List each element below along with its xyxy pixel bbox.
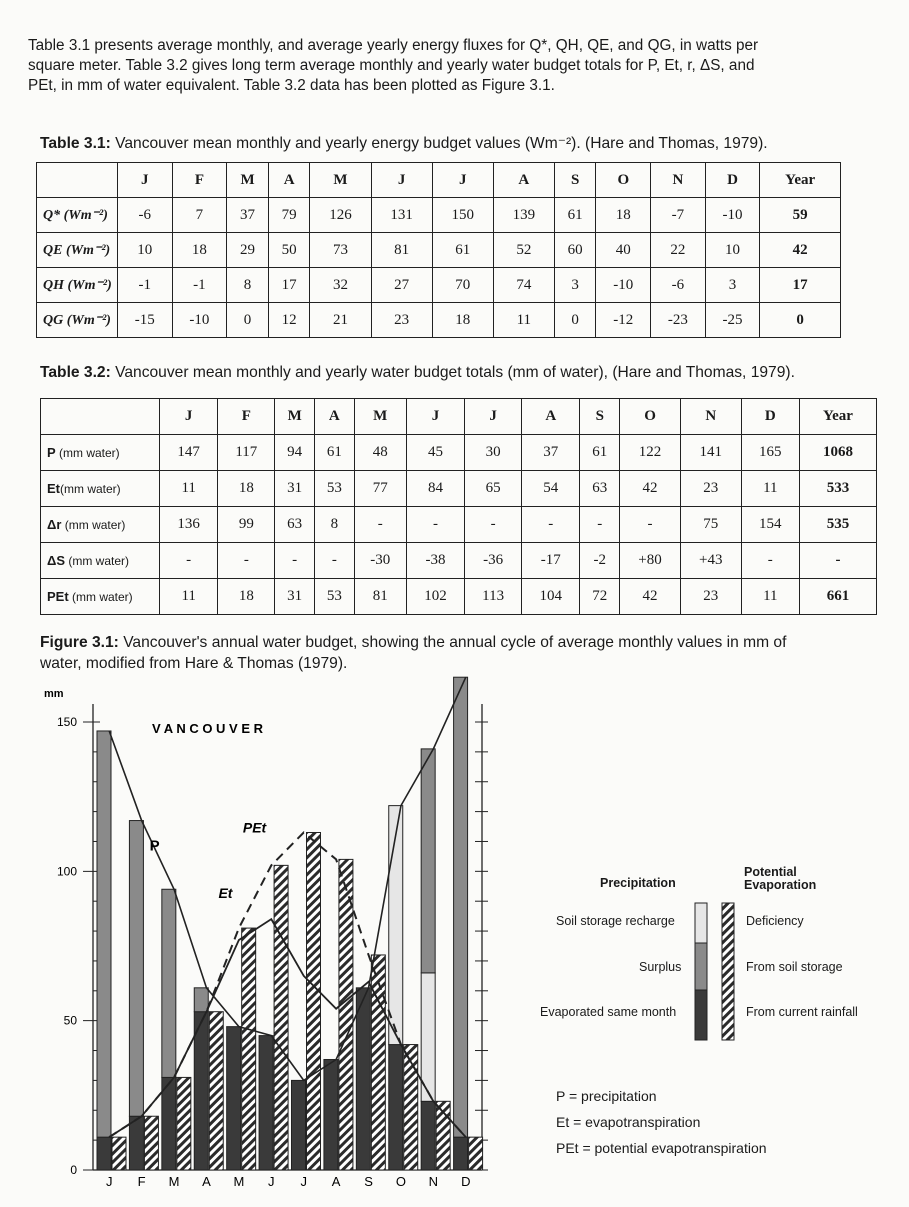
row-name: PEt bbox=[47, 589, 69, 604]
cell: 154 bbox=[741, 507, 799, 543]
legend-pet-title-1: Potential bbox=[744, 865, 797, 879]
intro-line-3: PEt, in mm of water equivalent. Table 3.2 data has been plotted as Figure 3.1. bbox=[28, 77, 555, 94]
key-pet: PEt = potential evapotranspiration bbox=[556, 1140, 767, 1156]
annotation-p: P bbox=[149, 837, 160, 855]
bar-surplus bbox=[454, 677, 468, 1137]
y-axis-label: mm bbox=[44, 688, 64, 700]
cell: 23 bbox=[680, 579, 741, 615]
cell: 141 bbox=[680, 435, 741, 471]
cell-year: 533 bbox=[799, 471, 876, 507]
cell: 113 bbox=[465, 579, 522, 615]
cell: 11 bbox=[160, 471, 218, 507]
bar-evaporated-same-month bbox=[324, 1059, 338, 1170]
bar-evaporated-same-month bbox=[194, 1012, 208, 1170]
table2-header: A bbox=[315, 399, 355, 435]
cell: 3 bbox=[554, 268, 596, 303]
row-unit: (mm water) bbox=[65, 554, 130, 568]
bar-pet bbox=[242, 928, 256, 1170]
cell: -1 bbox=[172, 268, 227, 303]
cell: 53 bbox=[315, 471, 355, 507]
symbol-key bbox=[556, 1083, 767, 1161]
cell: - bbox=[465, 507, 522, 543]
legend-surplus: Surplus bbox=[639, 960, 682, 974]
cell: -23 bbox=[651, 303, 706, 338]
cell: -6 bbox=[118, 198, 173, 233]
cell: 63 bbox=[275, 507, 315, 543]
table1-header: Year bbox=[760, 163, 841, 198]
cell-year: 0 bbox=[760, 303, 841, 338]
cell: 10 bbox=[118, 233, 173, 268]
cell: 72 bbox=[580, 579, 620, 615]
bar-surplus bbox=[97, 731, 111, 1137]
cell: 3 bbox=[705, 268, 760, 303]
bar-soil-recharge bbox=[389, 806, 403, 1045]
cell: 18 bbox=[218, 471, 275, 507]
table2-header: N bbox=[680, 399, 741, 435]
cell: - bbox=[160, 543, 218, 579]
legend-pet-title-2: Evaporation bbox=[744, 878, 817, 892]
cell: 65 bbox=[465, 471, 522, 507]
cell: 61 bbox=[432, 233, 493, 268]
cell: 122 bbox=[620, 435, 681, 471]
x-tick-label: O bbox=[395, 1174, 407, 1189]
cell: 10 bbox=[705, 233, 760, 268]
cell: 37 bbox=[522, 435, 580, 471]
cell: 23 bbox=[371, 303, 432, 338]
cell: 29 bbox=[227, 233, 269, 268]
x-tick-label: F bbox=[137, 1174, 146, 1189]
y-tick-label: 150 bbox=[56, 715, 77, 729]
cell: 147 bbox=[160, 435, 218, 471]
cell: -7 bbox=[651, 198, 706, 233]
x-tick-label: A bbox=[202, 1174, 211, 1189]
cell: - bbox=[315, 543, 355, 579]
cell: 17 bbox=[268, 268, 310, 303]
cell: 126 bbox=[310, 198, 371, 233]
bar-evaporated-same-month bbox=[421, 1101, 435, 1170]
cell: 54 bbox=[522, 471, 580, 507]
bar-evaporated-same-month bbox=[227, 1027, 241, 1170]
row-label: QG (Wm⁻²) bbox=[37, 303, 118, 338]
cell: -2 bbox=[580, 543, 620, 579]
x-tick-label: A bbox=[331, 1174, 341, 1189]
legend-swatch-pet bbox=[722, 903, 734, 1040]
cell: - bbox=[354, 507, 406, 543]
cell: 7 bbox=[172, 198, 227, 233]
x-tick-label: J bbox=[268, 1174, 275, 1189]
bar-surplus bbox=[194, 988, 208, 1012]
x-tick-label: M bbox=[233, 1174, 245, 1189]
bar-pet bbox=[112, 1137, 126, 1170]
cell: 31 bbox=[275, 579, 315, 615]
legend-soil-recharge: Soil storage recharge bbox=[556, 914, 675, 928]
cell: 52 bbox=[493, 233, 554, 268]
cell: 60 bbox=[554, 233, 596, 268]
cell: 84 bbox=[406, 471, 464, 507]
cell: 0 bbox=[227, 303, 269, 338]
bar-surplus bbox=[421, 749, 435, 973]
cell: 18 bbox=[218, 579, 275, 615]
cell: 74 bbox=[493, 268, 554, 303]
cell: 0 bbox=[554, 303, 596, 338]
cell: -17 bbox=[522, 543, 580, 579]
annotation-pet: PEt bbox=[242, 819, 267, 836]
bar-pet bbox=[469, 1137, 483, 1170]
legend-pet-title bbox=[744, 866, 816, 892]
bar-evaporated-same-month bbox=[162, 1077, 176, 1170]
table1-header: A bbox=[268, 163, 310, 198]
cell-year: 661 bbox=[799, 579, 876, 615]
cell: 8 bbox=[315, 507, 355, 543]
bar-pet bbox=[307, 833, 321, 1170]
legend-from-rain: From current rainfall bbox=[746, 1005, 858, 1019]
row-name: Δr bbox=[47, 517, 62, 532]
row-unit: (mm water) bbox=[68, 590, 133, 604]
table2-header: J bbox=[160, 399, 218, 435]
cell: 21 bbox=[310, 303, 371, 338]
y-tick-label: 0 bbox=[70, 1163, 77, 1177]
bar-evaporated-same-month bbox=[356, 988, 370, 1170]
cell: 102 bbox=[406, 579, 464, 615]
bar-surplus bbox=[129, 821, 143, 1117]
cell: 11 bbox=[741, 579, 799, 615]
cell: 45 bbox=[406, 435, 464, 471]
bar-evaporated-same-month bbox=[292, 1080, 306, 1170]
row-unit: (mm water) bbox=[61, 518, 126, 532]
legend-from-soil: From soil storage bbox=[746, 960, 843, 974]
cell: 53 bbox=[315, 579, 355, 615]
table2-header: S bbox=[580, 399, 620, 435]
cell: 22 bbox=[651, 233, 706, 268]
row-name: Et bbox=[47, 481, 60, 496]
cell-year: 1068 bbox=[799, 435, 876, 471]
row-label: Q* (Wm⁻²) bbox=[37, 198, 118, 233]
cell: -10 bbox=[705, 198, 760, 233]
cell: 73 bbox=[310, 233, 371, 268]
cell: 11 bbox=[160, 579, 218, 615]
bar-pet bbox=[177, 1077, 191, 1170]
table1-header: J bbox=[371, 163, 432, 198]
table2-header: Year bbox=[799, 399, 876, 435]
row-unit: (mm water) bbox=[60, 482, 121, 496]
cell: 27 bbox=[371, 268, 432, 303]
table2-header: F bbox=[218, 399, 275, 435]
cell: 11 bbox=[493, 303, 554, 338]
cell: 136 bbox=[160, 507, 218, 543]
cell: 139 bbox=[493, 198, 554, 233]
cell: -25 bbox=[705, 303, 760, 338]
row-label: QE (Wm⁻²) bbox=[37, 233, 118, 268]
cell: 23 bbox=[680, 471, 741, 507]
cell: - bbox=[580, 507, 620, 543]
row-name: P bbox=[47, 445, 56, 460]
x-tick-label: D bbox=[461, 1174, 471, 1189]
cell: - bbox=[741, 543, 799, 579]
cell: 18 bbox=[596, 198, 651, 233]
cell: -36 bbox=[465, 543, 522, 579]
cell: 94 bbox=[275, 435, 315, 471]
cell: 117 bbox=[218, 435, 275, 471]
x-tick-label: S bbox=[364, 1174, 373, 1189]
cell-year: - bbox=[799, 543, 876, 579]
cell: 11 bbox=[741, 471, 799, 507]
cell: 42 bbox=[620, 579, 681, 615]
bar-pet bbox=[371, 955, 385, 1170]
cell: 48 bbox=[354, 435, 406, 471]
table2-header: D bbox=[741, 399, 799, 435]
cell-year: 42 bbox=[760, 233, 841, 268]
cell: 61 bbox=[554, 198, 596, 233]
table2-header: J bbox=[465, 399, 522, 435]
table2-caption-text: Vancouver mean monthly and yearly water budget totals (mm of water), (Hare and Thomas, 1979). bbox=[110, 364, 795, 381]
bar-pet bbox=[274, 865, 288, 1170]
legend-evap-same-month: Evaporated same month bbox=[540, 1005, 677, 1019]
bar-surplus bbox=[162, 889, 176, 1077]
cell-year: 535 bbox=[799, 507, 876, 543]
cell: 77 bbox=[354, 471, 406, 507]
table1-header: J bbox=[432, 163, 493, 198]
cell: - bbox=[406, 507, 464, 543]
cell: - bbox=[218, 543, 275, 579]
y-tick-label: 100 bbox=[56, 864, 77, 879]
row-label: QH (Wm⁻²) bbox=[37, 268, 118, 303]
table2-label: Table 3.2: bbox=[40, 364, 111, 381]
cell: 61 bbox=[580, 435, 620, 471]
cell: - bbox=[275, 543, 315, 579]
cell: 165 bbox=[741, 435, 799, 471]
cell: 104 bbox=[522, 579, 580, 615]
bar-evaporated-same-month bbox=[129, 1116, 143, 1170]
cell: 32 bbox=[310, 268, 371, 303]
row-unit: (mm water) bbox=[55, 446, 120, 460]
table1-header: F bbox=[172, 163, 227, 198]
table1-header: M bbox=[227, 163, 269, 198]
cell: -30 bbox=[354, 543, 406, 579]
cell: -6 bbox=[651, 268, 706, 303]
table2-header: O bbox=[620, 399, 681, 435]
cell: -15 bbox=[118, 303, 173, 338]
key-et: Et = evapotranspiration bbox=[556, 1114, 701, 1130]
table1-header: O bbox=[596, 163, 651, 198]
intro-line-2: square meter. Table 3.2 gives long term average monthly and yearly water budget totals for P, Et, r, ΔS, and bbox=[28, 57, 755, 74]
row-name: ΔS bbox=[47, 553, 66, 568]
legend-swatch-recharge bbox=[695, 903, 707, 943]
table1-header: S bbox=[554, 163, 596, 198]
cell: 79 bbox=[268, 198, 310, 233]
annotation-et: Et bbox=[218, 885, 233, 902]
cell: 12 bbox=[268, 303, 310, 338]
cell: 75 bbox=[680, 507, 741, 543]
cell: 150 bbox=[432, 198, 493, 233]
cell: 81 bbox=[371, 233, 432, 268]
cell: -12 bbox=[596, 303, 651, 338]
table1-label: Table 3.1: bbox=[40, 135, 111, 152]
bar-evaporated-same-month bbox=[97, 1137, 111, 1170]
bar-evaporated-same-month bbox=[454, 1137, 468, 1170]
y-tick-label: 50 bbox=[63, 1013, 77, 1028]
cell: 18 bbox=[432, 303, 493, 338]
cell: - bbox=[522, 507, 580, 543]
key-p: P = precipitation bbox=[556, 1088, 657, 1104]
x-tick-label: J bbox=[300, 1174, 307, 1189]
table2-header: J bbox=[406, 399, 464, 435]
figure-caption-line-2: water, modified from Hare & Thomas (1979). bbox=[40, 655, 348, 672]
cell: 42 bbox=[620, 471, 681, 507]
cell: 81 bbox=[354, 579, 406, 615]
table1-caption-text: Vancouver mean monthly and yearly energy budget values (Wm⁻²). (Hare and Thomas, 1979). bbox=[110, 135, 768, 152]
cell: -10 bbox=[172, 303, 227, 338]
cell: 61 bbox=[315, 435, 355, 471]
cell: 99 bbox=[218, 507, 275, 543]
table1-header: D bbox=[705, 163, 760, 198]
cell: +43 bbox=[680, 543, 741, 579]
cell: 70 bbox=[432, 268, 493, 303]
cell: 63 bbox=[580, 471, 620, 507]
cell: 8 bbox=[227, 268, 269, 303]
legend-deficiency: Deficiency bbox=[746, 914, 804, 928]
bar-evaporated-same-month bbox=[259, 1036, 273, 1170]
cell-year: 59 bbox=[760, 198, 841, 233]
figure-label: Figure 3.1: bbox=[40, 634, 119, 651]
table2-header: A bbox=[522, 399, 580, 435]
cell: +80 bbox=[620, 543, 681, 579]
cell: 30 bbox=[465, 435, 522, 471]
cell: 37 bbox=[227, 198, 269, 233]
cell: 131 bbox=[371, 198, 432, 233]
legend-precip-title: Precipitation bbox=[600, 876, 676, 890]
cell: 31 bbox=[275, 471, 315, 507]
bar-evaporated-same-month bbox=[389, 1045, 403, 1170]
x-tick-label: N bbox=[428, 1174, 439, 1189]
table1-header: M bbox=[310, 163, 371, 198]
x-tick-label: M bbox=[168, 1174, 180, 1189]
bar-pet bbox=[209, 1012, 223, 1170]
x-tick-label: J bbox=[105, 1174, 113, 1189]
table2-header: M bbox=[354, 399, 406, 435]
cell: 18 bbox=[172, 233, 227, 268]
intro-line-1: Table 3.1 presents average monthly, and average yearly energy fluxes for Q*, QH, QE, and QG, in watts per bbox=[28, 37, 759, 54]
table2-header: M bbox=[275, 399, 315, 435]
figure-caption-line-1: Vancouver's annual water budget, showing the annual cycle of average monthly values in mm of bbox=[118, 634, 787, 651]
cell: - bbox=[620, 507, 681, 543]
cell: 40 bbox=[596, 233, 651, 268]
legend-swatch-surplus bbox=[695, 943, 707, 990]
table1-header: N bbox=[651, 163, 706, 198]
bar-pet bbox=[339, 859, 353, 1170]
legend-swatch-evaporated bbox=[695, 990, 707, 1040]
cell-year: 17 bbox=[760, 268, 841, 303]
table1-header: A bbox=[493, 163, 554, 198]
table1-header: J bbox=[118, 163, 173, 198]
cell: 50 bbox=[268, 233, 310, 268]
bar-pet bbox=[144, 1116, 158, 1170]
cell: -1 bbox=[118, 268, 173, 303]
cell: -38 bbox=[406, 543, 464, 579]
cell: -10 bbox=[596, 268, 651, 303]
chart-title: V A N C O U V E R bbox=[152, 721, 263, 736]
